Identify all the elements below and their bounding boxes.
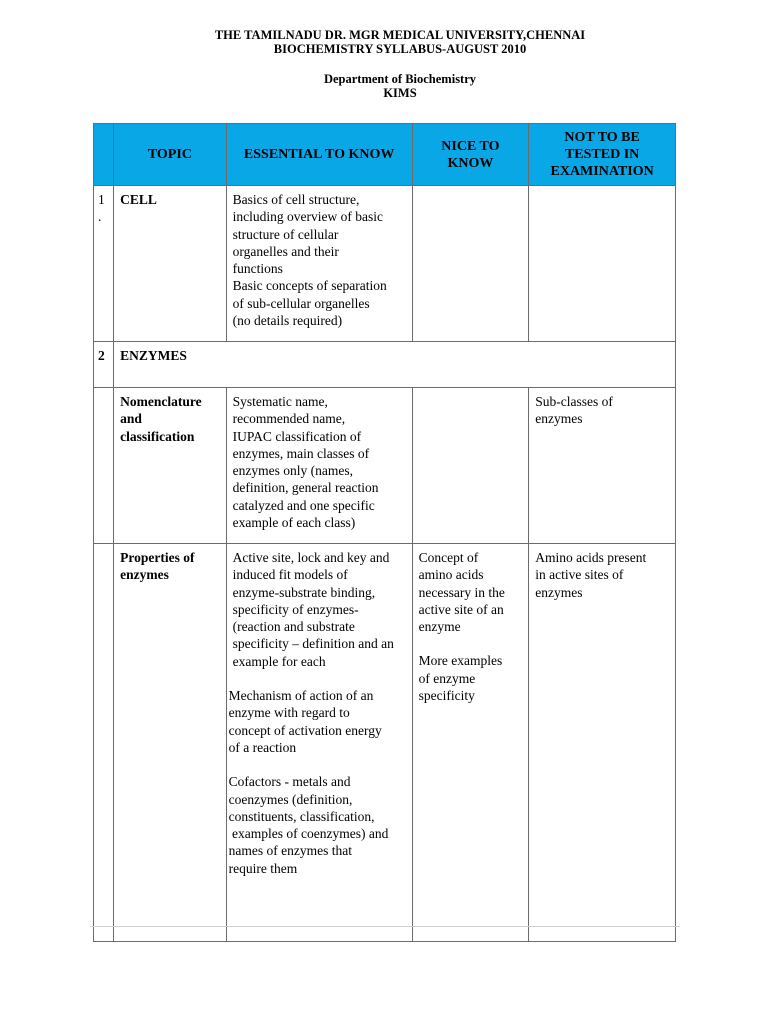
nice-line: Concept of	[418, 550, 479, 565]
nice-line: enzyme	[418, 619, 461, 635]
essential-line: example of each class)	[232, 515, 356, 531]
essential-line: induced fit models of	[232, 567, 348, 583]
header-nice-line: NICE TO	[441, 138, 500, 154]
essential-line: (no details required)	[232, 313, 343, 329]
nice-cell	[412, 186, 529, 342]
topic-line: and	[120, 411, 142, 427]
essential-line: names of enzymes that	[228, 843, 353, 859]
essential-line: constituents, classification,	[228, 808, 375, 824]
page-bottom-rule	[90, 926, 680, 927]
essential-line: enzymes only (names,	[232, 463, 354, 479]
table-row-enzymes	[94, 342, 676, 388]
topic-line: Nomenclature	[120, 394, 202, 409]
paragraph-gap	[233, 670, 407, 687]
header-not-tested-line: EXAMINATION	[550, 164, 654, 179]
essential-line: enzyme-substrate binding,	[232, 584, 376, 600]
header-not-tested-line: NOT TO BE	[564, 130, 640, 145]
essential-line: catalyzed and one specific	[232, 497, 375, 513]
essential-line: Systematic name,	[232, 394, 328, 409]
not-tested-line: Amino acids present	[535, 550, 647, 565]
nice-line: More examples	[418, 653, 503, 669]
essential-line: Cofactors - metals and	[228, 774, 351, 790]
topic-line: enzymes	[120, 567, 169, 583]
not-tested-cell	[529, 544, 676, 942]
topic-line: Properties of	[120, 550, 195, 565]
row-number-digit: 1	[98, 192, 105, 207]
header-not-tested-line: TESTED IN	[564, 147, 640, 162]
table-row-nomenclature	[94, 388, 676, 544]
table-row-properties	[94, 544, 676, 942]
institution-name: KIMS	[383, 86, 417, 100]
essential-line: Mechanism of action of an	[228, 688, 374, 704]
header-essential-label: ESSENTIAL TO KNOW	[243, 147, 395, 162]
essential-line: specificity of enzymes-	[232, 601, 359, 617]
essential-line: enzymes, main classes of	[232, 445, 370, 461]
essential-cell	[226, 186, 412, 342]
section-heading-cell	[114, 342, 676, 388]
essential-line: Basic concepts of separation	[232, 278, 387, 294]
essential-line: of sub-cellular organelles	[232, 295, 370, 311]
table-row-cell	[94, 186, 676, 342]
essential-line: functions	[232, 261, 283, 277]
nice-line: of enzyme	[418, 670, 476, 686]
row-number	[94, 544, 114, 942]
topic-cell	[114, 388, 227, 544]
topic-label: CELL	[120, 192, 157, 207]
essential-line: examples of coenzymes) and	[228, 826, 389, 842]
row-number	[94, 342, 114, 388]
section-heading: ENZYMES	[120, 348, 187, 363]
header-not-tested	[529, 124, 676, 186]
paragraph-gap	[233, 756, 407, 773]
essential-line: organelles and their	[232, 243, 339, 259]
not-tested-line: enzymes	[535, 584, 583, 600]
essential-line: including overview of basic	[232, 209, 384, 225]
essential-line: enzyme with regard to	[228, 705, 350, 721]
header-topic	[114, 124, 227, 186]
nice-line: specificity	[418, 688, 475, 704]
essential-line: (reaction and substrate	[232, 619, 355, 635]
topic-cell	[114, 186, 227, 342]
nice-cell	[412, 544, 529, 942]
topic-cell	[114, 544, 227, 942]
nice-line: active site of an	[418, 601, 504, 617]
row-number	[94, 186, 114, 342]
not-tested-line: Sub-classes of	[535, 394, 613, 409]
paragraph-gap	[419, 635, 524, 652]
essential-line: structure of cellular	[232, 226, 339, 242]
essential-line: concept of activation energy	[228, 722, 382, 738]
header-number-cell	[94, 124, 114, 186]
not-tested-cell	[529, 388, 676, 544]
essential-line: require them	[228, 860, 298, 876]
essential-line: coenzymes (definition,	[228, 791, 353, 807]
essential-line: IUPAC classification of	[232, 428, 362, 444]
not-tested-line: enzymes	[535, 411, 583, 427]
nice-line: necessary in the	[418, 584, 505, 600]
table-header-row	[94, 124, 676, 186]
header-topic-label: TOPIC	[147, 147, 192, 162]
not-tested-line: in active sites of	[535, 567, 624, 583]
header-nice-line: KNOW	[447, 155, 494, 171]
row-number	[94, 388, 114, 544]
syllabus-table	[93, 123, 676, 942]
essential-cell	[226, 544, 412, 942]
row-number-dot: .	[98, 209, 102, 225]
not-tested-cell	[529, 186, 676, 342]
essential-line: recommended name,	[232, 411, 346, 427]
topic-line: classification	[120, 428, 195, 444]
nice-cell	[412, 388, 529, 544]
essential-line: example for each	[232, 653, 326, 669]
header-essential	[226, 124, 412, 186]
essential-line: specificity – definition and an	[232, 636, 394, 652]
header-nice	[412, 124, 529, 186]
essential-cell	[226, 388, 412, 544]
essential-line: definition, general reaction	[232, 480, 379, 496]
essential-line: of a reaction	[228, 739, 297, 755]
department-name: Department of Biochemistry	[323, 72, 477, 86]
university-title: THE TAMILNADU DR. MGR MEDICAL UNIVERSITY,CHENNAI	[214, 28, 586, 42]
essential-line: Basics of cell structure,	[232, 192, 360, 207]
row-number-digit: 2	[98, 348, 105, 363]
nice-line: amino acids	[418, 567, 484, 583]
essential-line: Active site, lock and key and	[232, 550, 390, 565]
syllabus-title: BIOCHEMISTRY SYLLABUS-AUGUST 2010	[273, 42, 527, 56]
